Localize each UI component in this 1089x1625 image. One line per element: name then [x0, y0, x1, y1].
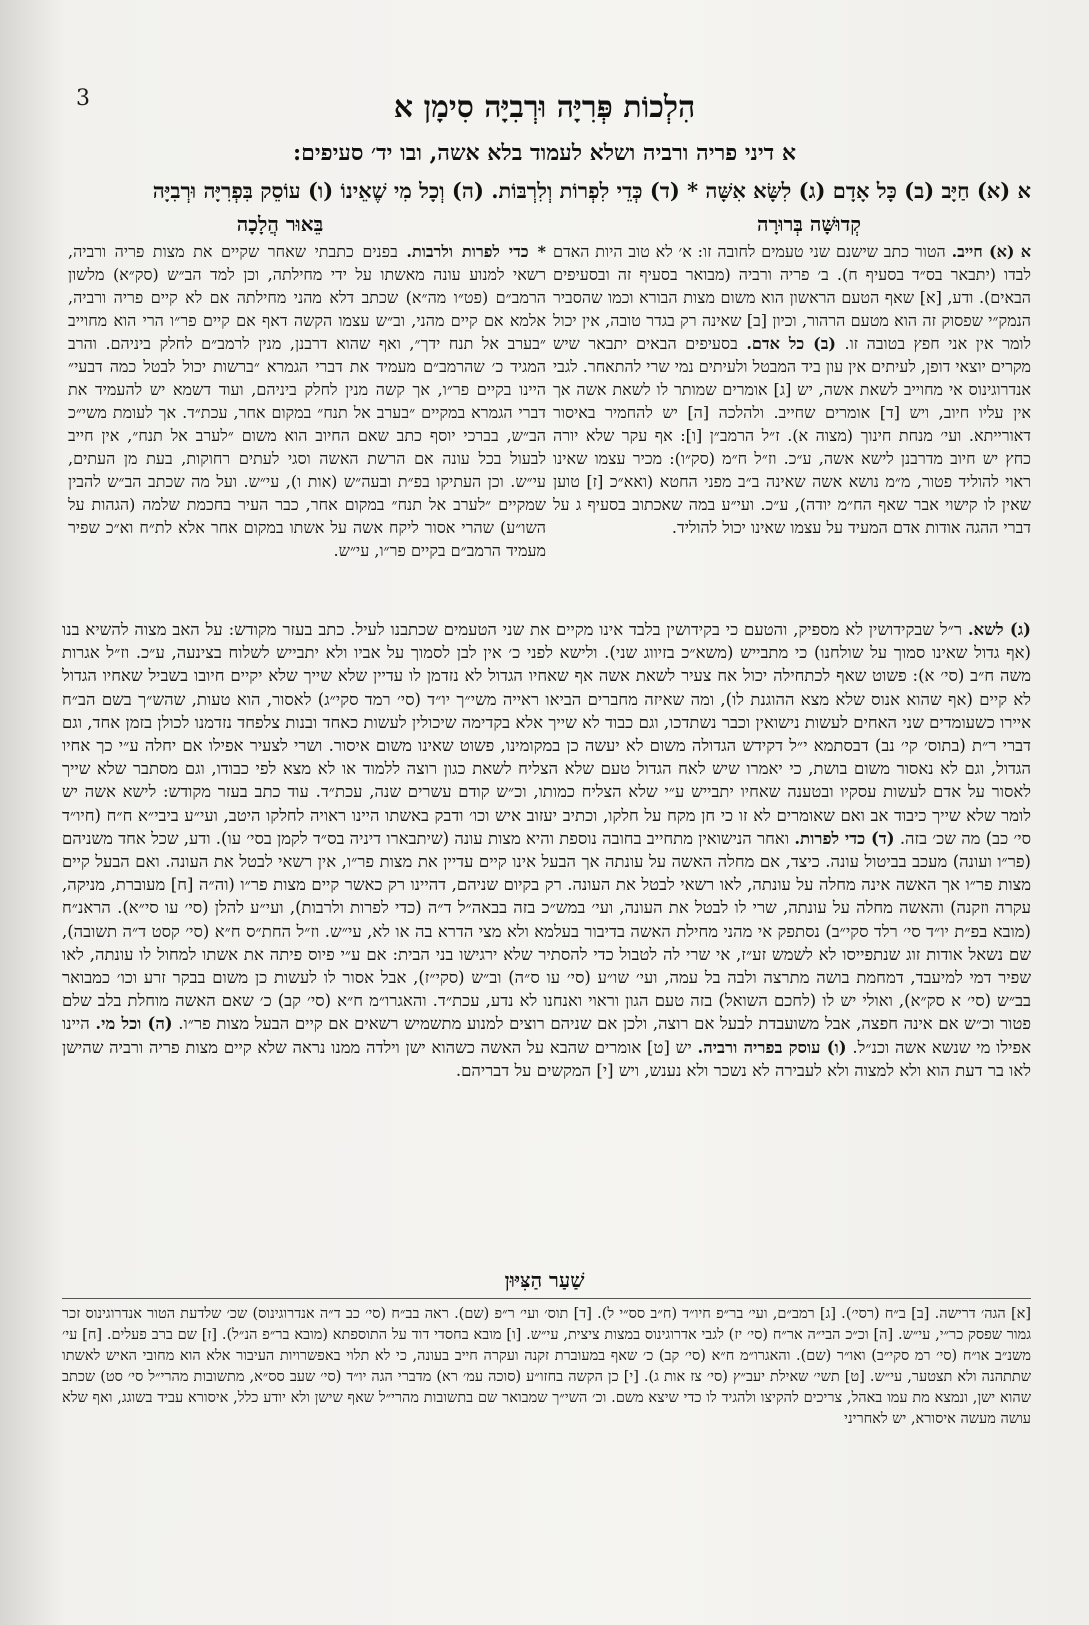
commentary-text: ר״ל שבקידושין לא מספיק, והטעם כי בקידושין בלבד אינו מקיים את שני הטעמים שכתבנו לעיל. כתב בעזר מקודש: על האב מצוה להשיא בנו (אף גדול שאינו סמוך על שולחנו) כי מתבייש (משא״כ בזיווג שני). ולישא לפני כ׳ אין לבן לסמוך על אביו ולא יתבייש לשלוח בצינעה, ע״כ. וז״ל אגרות משה ח״ב (סי׳ א): פשוט שאף לכתחילה יכול אח צעיר לשאת אשה אף שאחיו הגדול לא נזדמן לו עדיין שלא שייך שלא יקיים חיובו בשביל שאחיו הגדול לא קיים (אף שהוא אנוס שלא מצא ההוגנת לו), ומה שאיזה מחברים הביאו ראייה משי״ך יו״ד (סי׳ רמד סקי״ג) לאסור, הוא טעות, שהש״ך בשם הב״ח איירו כשעומדים שני האחים לעשות נישואין וכבר נשתדכו, וגם כבוד לא שייך אלא בקדימה שיכולין לעשות כאחד ובנות צלפחד נזדמנו לכולן בזמן אחד, וגם דברי ר״ת (בתוס׳ קי׳ נב) דבסתמא י״ל דקידש הגדולה משום לא יעשה כן במקומינו, פשוט שאינו משום איסור. ושרי לצעיר אפילו אם יחלה ע״י כך אחיו הגדול, וגם לא נאסור משום בושת, כי יאמרו שיש לאח הגדול טעם שלא הצליח לשאת כגון רוצה ללמוד או לא מצא לפי כבודו, וגם מסתבר שלא שייך לאסור על אדם לעשות עסקיו ובטענה שאחיו יתבייש ע״י שלא הצליח כמותו, וכ״ש קודם עשרים שנה, עכת״ד. עוד כתב בעזר מקודש: לישא אשה יש לומר שלא שייך כיבוד אב ואם שאומרים לא זו כי חן מקח על חלקו, וכתיב יעזוב איש וכו׳ ודבק באשתו היינו ראויה לחלקו היטב, ועי״ע ביבי״א ח״ח (חיו״ד סי׳ כב) מה שכ׳ בזה.: [62, 620, 1031, 848]
lemma: (ד) כדי לפרות.: [794, 828, 895, 848]
footnotes-title: שַׁעַר הַצִּיּוּן: [504, 1268, 585, 1292]
paragraph: [68, 240, 546, 562]
left-commentary-column: [68, 240, 546, 640]
commentary-text: בפנים כתבתי שאחר שקיים את מצות פריה ורביה, רשאי למנוע עונה מאשתו על ידי מחילתה, וכן למד הב״ש (סק״א) מלשון הרמב״ם (פט״ו מה״א) שכתב דלא מהני מחילתה אם לא קיים פריה ורביה, אלמא אם קיים מהני, וב״ש עצמו הקשה דאף אם קיים פר״ו הרי הוא מחוייב ״בערב אל תנח ידך״, ואף שהוא דרבנן, מנין לרמב״ם לחלק ביניהם. והרב המגיד כ׳ שהרמב״ם מעמיד את דברי הגמרא ״ברשות יכול לבטל כמה דבעי״ היינו בקיים פר״ו, אך קשה מנין לחלק ביניהם, ועוד דשמא יש להעמיד את דברי הגמרא במקיים ״בערב אל תנח״ במקום אחר, עכת״ד. אך לעומת משי״כ הב״ש, בברכי יוסף כתב שאם החיוב הוא משום ״לערב אל תנח״, אין חייב לבעול בכל עונה אם הרשת האשה וסגי לעתים רחוקות, בעת מן העתים, עי״ש. וכן העתיקו בפ״ת ובעה״ש (אות ו), עי״ש. ועל מה שכתב הב״ש להבין שמקיים ״לערב אל תנח״ במקום אחר, כבר העיר בחכמת שלמה (הגהות על השו״ע) שהרי אסור ליקח אשה על אשתו במקום אחר אלא לת״ח וא״כ שפיר מעמיד הרמב״ם בקיים פר״ו, עי״ש.: [68, 242, 546, 560]
lemma: א (א) חייב.: [951, 242, 1031, 261]
right-column-title: קְדוּשָּׁה בְּרוּרָה: [757, 212, 861, 236]
page-number: 3: [76, 86, 90, 111]
divider: [62, 1298, 1031, 1299]
commentary-text: יש [ט] אומרים שהבא על האשה כשהוא ישן וילדה ממנו נראה שלא קיים מצות פריה ורביה שהישן לאו בר דעת הוא ולא למצוה ולא לעבירה לא נשכר ולא נענש, ויש [י] המקשים על דבריהם.: [62, 1037, 1031, 1080]
commentary-text: הטור כתב שישנם שני טעמים לחובה זו: א׳ לא טוב היות האדם לבדו (יתבאר בס״ד בסעיף ח). ב׳ פריה ורביה (מבואר בסעיף זה ובסעיפים הבאים). ודע, [א] שאף הטעם הראשון הוא משום מצות הבורא וכמו שהסביר הנמק״י שפסוק זה הוא מטעם הרהור, וכיון [ב] שאינה רק בגדר טובה, אין יכול לומר אין אני חפץ בטובה זו.: [553, 242, 1031, 353]
right-commentary-column: [553, 240, 1031, 612]
lemma: (ב) כל אדם.: [746, 334, 836, 353]
page-title: הִלְכוֹת פְּרִיָּה וּרְבִיָּה סִימָן א: [393, 90, 696, 125]
commentary-text: היינו אפילו מי שנשא אשה וכנ״ל.: [62, 1014, 1031, 1057]
lemma: * כדי לפרות ולרבות.: [406, 242, 546, 261]
lemma: (ה) וכל מי.: [95, 1014, 173, 1034]
topic-heading: א דיני פריה ורביה ושלא לעמוד בלא אשה, ובו יד׳ סעיפים:: [293, 140, 796, 166]
lemma: (ג) לשא.: [967, 620, 1031, 639]
commentary-text: בסעיפים הבאים יתבאר שיש מקרים יוצאי דופן, לעיתים אין עון ביד המבטל ולעיתים נמי שרי להתאחר. לגבי אנדרוגינוס אי מחוייב לשאת אשה, יש [ג] אומרים שמותר לו לשאת אשה אך אין עליו חיוב, ויש [ד] אומרים שחייב. ולהלכה [ה] יש להחמיר באיסור דאורייתא. ועי׳ מנחת חינוך (מצוה א). ז״ל הרמב״ן [ו]: אף עקר שלא יורה כחץ יש חיוב מדרבנן לישא אשה, ע״כ. וז״ל ח״מ (סק״ו): מכיר עצמו שאינו ראוי להוליד פטור, מ״מ נושא אשה שאינה ב״ב מפני החטא (ואא״כ [ז] טוען שאין לו קישוי אבר שאף הח״מ יודה), ע״כ. ועי״ע במה שאכתוב בסעיף ג על דברי ההגה אודות אדם המעיד על עצמו שאינו יכול להוליד.: [553, 334, 1031, 537]
commentary-text: ואחר הנישואין מתחייב בחובה נוספת והיא מצות עונה (שיתבארו דיניה בס״ד לקמן בסי׳ עו). ודע, שכל אחד משניהם (פר״ו ועונה) מעכב בביטול עונה. כיצד, אם מחלה האשה על עונתה אך הבעל אינו קיים עדיין את מצות פר״ו, אין רשאי לבטל את העונה. ואם הבעל קיים מצות פר״ו אך האשה אינה מחלה על עונתה, לאו רשאי לבטל את העונה. רק בקיום שניהם, דהיינו רק כאשר קיים מצות פר״ו (וה״ה [ח] מעוברת, מניקה, עקרה וזקנה) והאשה מחלה על עונתה, שרי לו לבטל את העונה, ועי׳ במש״כ בזה בבאה״ל ד״ה (כדי לפרות ולרבות), ועי״ע להלן (סי׳ עו סי״א). הראנ״ח (מובא בפ״ת יו״ד סי׳ רלד סקי״ב) נסתפק אי מהני מחילת האשה בדיבור בעלמא ולא מצי הדרא בה או לא, עי״ש. וז״ל החת״ס ח״א (סי׳ קסט ד״ה תשובה), שם נשאל אודות זוג שנתפייסו לא לשמש זע״ז, אי שרי לה לטבול כדי להסתיר שלא ירגישו בני הבית: אם ע״י פיוס פיתה את אשתו למחול לו עונתה, לאו שפיר דמי למיעבד, דמחמת בושה מתרצה ולבה בל עמה, ועי׳ שו״ע (סי׳ עו ס״ה) וב״ש (סקי״ז), אבל אסור לו לעשות כן משום בבקר זרע וכו׳ כמבואר בב״ש (סי׳ א סק״א), ואולי יש לו (לחכם השואל) בזה טעם הגון וראוי ואנחנו לא נדע, עכת״ד. והאגרו״מ ח״א (סי׳ קב) כ׳ שאם האשה מוחלת בלב שלם פטור וכ״ש אם אינה חפצה, אבל משועבדת לבעל אם רוצה, ולכן אם שניהם רוצים למנוע מתשמיש רשאים אם קיים הבעל מצות פר״ו.: [62, 828, 1031, 1034]
left-column-title: בֵּאוּר הֲלָכָה: [236, 212, 324, 236]
lemma: (ו) עוסק בפריה ורביה.: [697, 1037, 847, 1057]
full-width-commentary: [62, 618, 1031, 1258]
paragraph: [553, 240, 1031, 539]
footnotes-text: [א] הגה׳ דרישה. [ב] ב״ח (רסי׳). [ג] רמב״ם, ועי׳ בר״פ חיו״ד (ח״ב סס״י ל). [ד] תוס׳ ועי׳ ר״פ (שם). ראה בב״ח (סי׳ כב ד״ה אנדרוגינוס) שכ׳ שלדעת הטור אנדרוגינוס זכר גמור שפסק כר״י, עי״ש. [ה] וכ״כ הבי״ה אר״ח (סי׳ יז) לגבי אדרוגינוס במצות ציצית, עי״ש. [ו] מובא בחסדי דוד על התוספתא (מובא בר״פ הנ״ל). [ז] שם ברב פעלים. [ח] עי׳ משנ״ב או״ח (סי׳ רמ סקי״ב) ואו״ר (שם). והאגרו״מ ח״א (סי׳ קב) כ׳ שאף במעוברת זקנה ועקרה חייב בעונה, כי לא תלוי באפשרויות העיבור אלא הוא מחובי האיש לאשתו שתתהנה ולא תצטער, עי״ש. [ט] תשי׳ שאילת יעב״ץ (סי׳ צז אות ג). [י] כן הקשה בחזו״ע (סוכה עמ׳ רא) מדברי הגה יו״ד (סי׳ שעב סס״א, מתשובות מהרי״ל סי׳ סט) שכתב שהוא ישן, ונמצא מת עמו באהל, צריכים להקיצו ולהגיד לו כדי שיצא משם. וכ׳ השי״ך שמבואר שם בתשובות מהרי״ל שאף שישן ולא יודע כלל, איסורא עביד בשוגג, ואף שלא עושה מעשה איסורא, יש לאחריני: [62, 1306, 1031, 1427]
main-halacha-text: א (א) חַיָּב (ב) כָּל אָדָם (ג) לִשָּׂא אִשָּׁה * (ד) כְּדֵי לִפְרוֹת וְלִרְבּוֹת. (ה) וְכָל מִי שֶׁאֵינוֹ (ו) עוֹסֵק בִּפְרִיָּה וּרְבִיָּה: [152, 178, 1031, 203]
